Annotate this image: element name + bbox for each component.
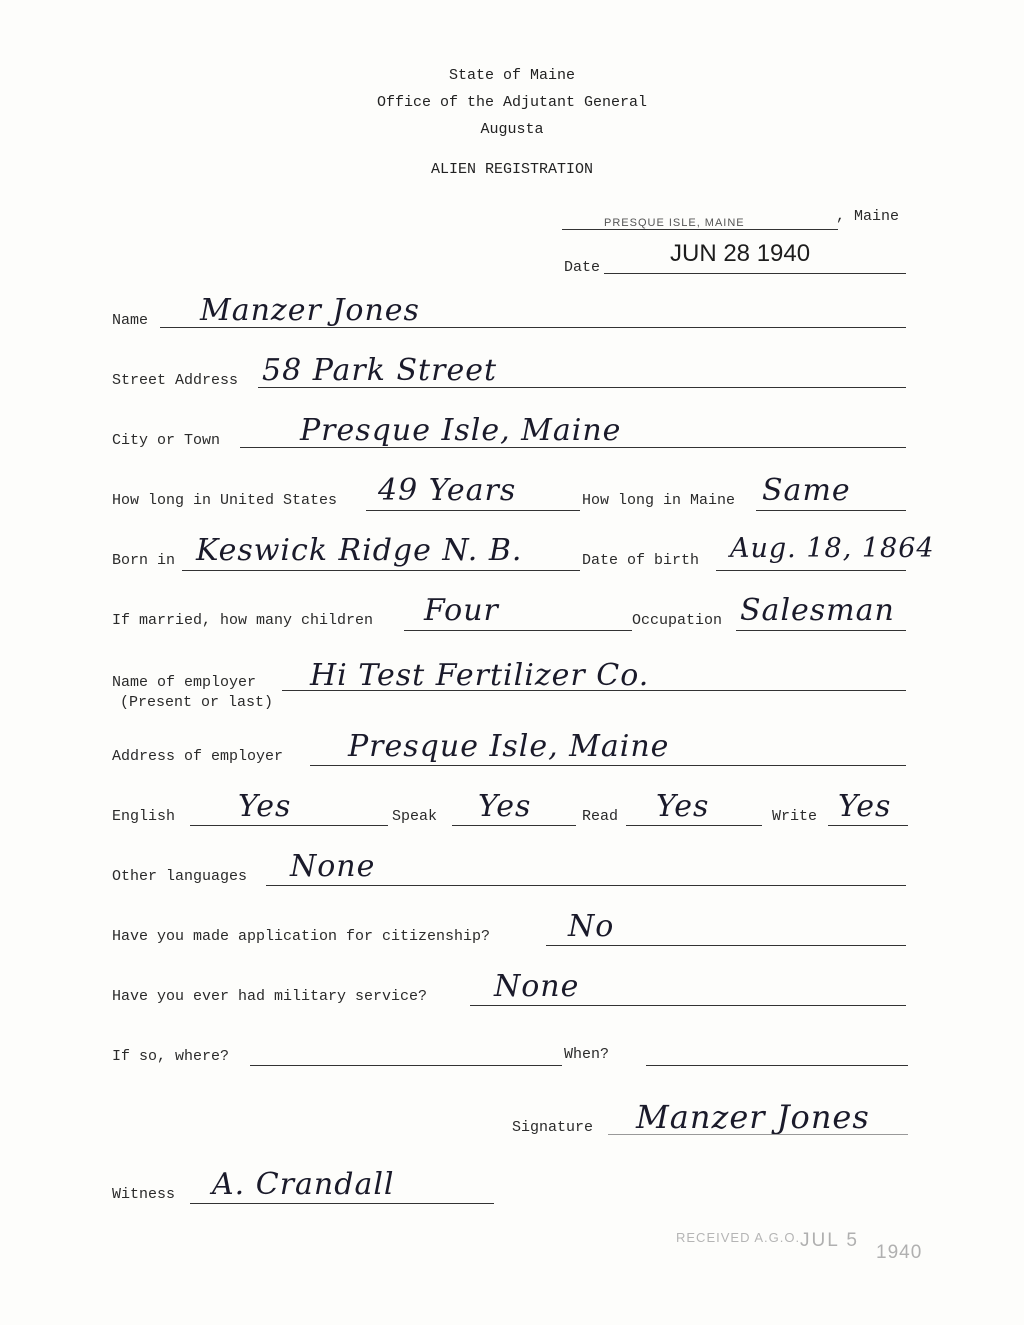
place-line (562, 229, 838, 230)
date-line (604, 273, 906, 274)
write-line (828, 825, 908, 826)
where-line (250, 1065, 562, 1066)
read-label: Read (582, 808, 619, 825)
children-value: Four (424, 593, 499, 628)
us-duration-line (366, 510, 580, 511)
us-duration-label: How long in United States (112, 492, 338, 509)
other-languages-value: None (290, 849, 376, 884)
speak-label: Speak (392, 808, 438, 825)
name-value: Manzer Jones (200, 293, 420, 328)
other-languages-label: Other languages (112, 868, 248, 885)
witness-value: A. Crandall (212, 1167, 395, 1202)
military-line (470, 1005, 906, 1006)
maine-duration-line (756, 510, 906, 511)
city-label: City or Town (112, 432, 221, 449)
birth-date-label: Date of birth (582, 552, 700, 569)
children-label: If married, how many children (112, 612, 374, 629)
date-label: Date (564, 259, 601, 276)
employer-address-label: Address of employer (112, 748, 284, 765)
received-stamp-year: 1940 (876, 1242, 923, 1263)
birth-date-value: Aug. 18, 1864 (730, 533, 935, 564)
header-city: Augusta (480, 121, 544, 138)
place-stamp: PRESQUE ISLE, MAINE (604, 217, 745, 229)
children-line (404, 630, 632, 631)
maine-duration-value: Same (762, 473, 851, 508)
street-line (258, 387, 906, 388)
born-in-line (182, 570, 580, 571)
employer-address-line (310, 765, 906, 766)
english-line (190, 825, 388, 826)
place-suffix: , Maine (836, 208, 900, 225)
occupation-value: Salesman (740, 593, 895, 628)
header-state: State of Maine (448, 67, 576, 84)
military-value: None (494, 969, 580, 1004)
city-value: Presque Isle, Maine (300, 413, 622, 448)
signature-line (608, 1134, 908, 1135)
birth-date-line (716, 570, 906, 571)
where-label: If so, where? (112, 1048, 230, 1065)
city-line (240, 447, 906, 448)
form-title: ALIEN REGISTRATION (430, 161, 594, 178)
signature-label: Signature (512, 1119, 594, 1136)
born-in-value: Keswick Ridge N. B. (196, 533, 523, 568)
received-stamp-text: RECEIVED A.G.O. (676, 1230, 801, 1245)
header-office: Office of the Adjutant General (376, 94, 648, 111)
read-line (626, 825, 762, 826)
employer-value: Hi Test Fertilizer Co. (310, 658, 650, 693)
when-label: When? (564, 1046, 610, 1063)
street-label: Street Address (112, 372, 239, 389)
other-languages-line (266, 885, 906, 886)
employer-sublabel: (Present or last) (120, 694, 274, 711)
signature-value: Manzer Jones (636, 1098, 870, 1136)
write-label: Write (772, 808, 818, 825)
citizenship-label: Have you made application for citizenship? (112, 928, 491, 945)
witness-line (190, 1203, 494, 1204)
english-value: Yes (238, 789, 292, 824)
street-value: 58 Park Street (262, 353, 498, 388)
name-line (160, 327, 906, 328)
name-label: Name (112, 312, 149, 329)
occupation-label: Occupation (632, 612, 723, 629)
speak-value: Yes (478, 789, 532, 824)
employer-line (282, 690, 906, 691)
date-stamp: JUN 28 1940 (670, 240, 811, 267)
received-stamp-date: JUL 5 (800, 1230, 859, 1251)
write-value: Yes (838, 789, 892, 824)
citizenship-value: No (568, 909, 615, 944)
born-in-label: Born in (112, 552, 176, 569)
speak-line (452, 825, 576, 826)
witness-label: Witness (112, 1186, 176, 1203)
employer-label: Name of employer (112, 674, 257, 691)
when-line (646, 1065, 908, 1066)
military-label: Have you ever had military service? (112, 988, 428, 1005)
employer-address-value: Presque Isle, Maine (348, 729, 670, 764)
citizenship-line (546, 945, 906, 946)
read-value: Yes (656, 789, 710, 824)
maine-duration-label: How long in Maine (582, 492, 736, 509)
english-label: English (112, 808, 176, 825)
us-duration-value: 49 Years (378, 473, 517, 508)
occupation-line (736, 630, 906, 631)
